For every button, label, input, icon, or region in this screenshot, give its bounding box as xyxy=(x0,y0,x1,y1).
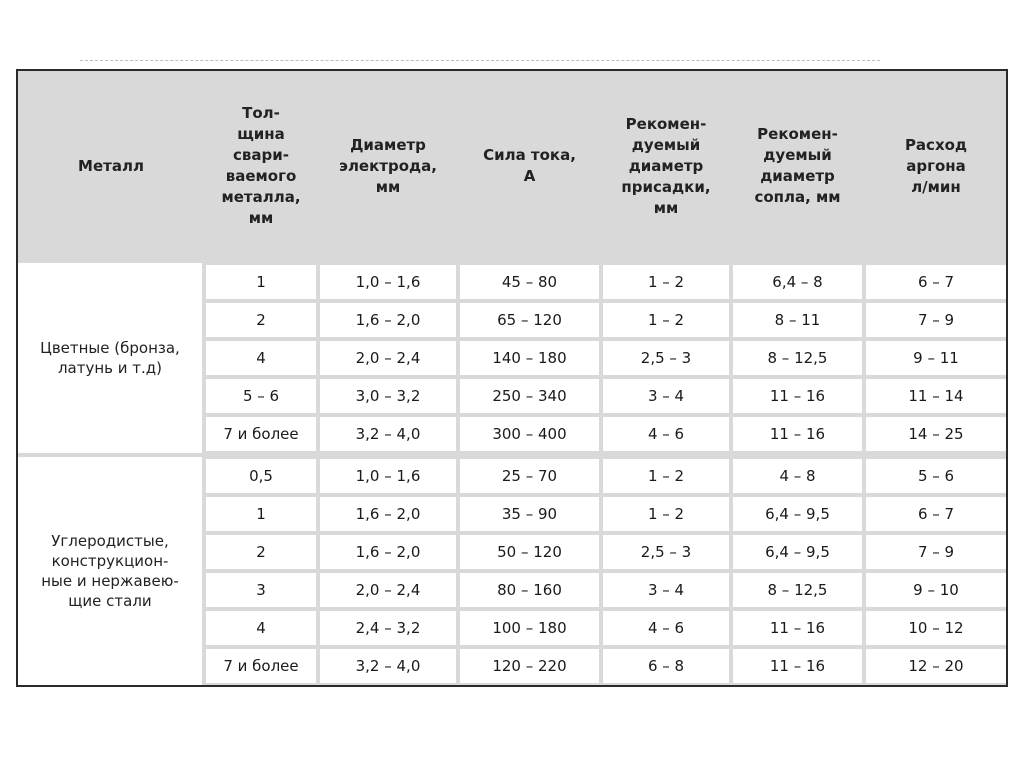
nozzle-diameter-cell: 11 – 16 xyxy=(733,415,862,453)
header-nozzle-diameter: Рекомен- дуемый диаметр сопла, мм xyxy=(733,71,862,261)
nozzle-diameter-cell: 6,4 – 8 xyxy=(733,263,862,301)
nozzle-diameter-cell: 8 – 11 xyxy=(733,301,862,339)
nozzle-diameter-cell: 6,4 – 9,5 xyxy=(733,533,862,571)
current-cell: 120 – 220 xyxy=(460,647,599,685)
argon-flow-cell: 5 – 6 xyxy=(866,457,1006,495)
table-row xyxy=(18,457,1006,495)
header-electrode-diameter: Диаметр электрода, мм xyxy=(320,71,456,261)
header-filler-diameter: Рекомен- дуемый диаметр присадки, мм xyxy=(603,71,729,261)
thickness-cell: 2 xyxy=(206,533,316,571)
electrode-diameter-cell: 2,0 – 2,4 xyxy=(320,571,456,609)
thickness-cell: 1 xyxy=(206,495,316,533)
metal-group-cell: Углеродистые, конструкцион- ные и нержавею- щие стали xyxy=(18,457,202,685)
filler-diameter-cell: 3 – 4 xyxy=(603,571,729,609)
nozzle-diameter-cell: 8 – 12,5 xyxy=(733,339,862,377)
current-cell: 45 – 80 xyxy=(460,263,599,301)
filler-diameter-cell: 4 – 6 xyxy=(603,609,729,647)
thickness-cell: 5 – 6 xyxy=(206,377,316,415)
header-row xyxy=(18,71,1006,261)
filler-diameter-cell: 6 – 8 xyxy=(603,647,729,685)
header-current: Сила тока, А xyxy=(460,71,599,261)
metal-group-cell: Цветные (бронза, латунь и т.д) xyxy=(18,263,202,453)
filler-diameter-cell: 1 – 2 xyxy=(603,495,729,533)
nozzle-diameter-cell: 11 – 16 xyxy=(733,647,862,685)
electrode-diameter-cell: 1,0 – 1,6 xyxy=(320,263,456,301)
current-cell: 25 – 70 xyxy=(460,457,599,495)
electrode-diameter-cell: 1,6 – 2,0 xyxy=(320,301,456,339)
filler-diameter-cell: 1 – 2 xyxy=(603,263,729,301)
filler-diameter-cell: 3 – 4 xyxy=(603,377,729,415)
thickness-cell: 2 xyxy=(206,301,316,339)
nozzle-diameter-cell: 8 – 12,5 xyxy=(733,571,862,609)
welding-parameters-table xyxy=(16,69,1008,687)
thickness-cell: 4 xyxy=(206,609,316,647)
nozzle-diameter-cell: 4 – 8 xyxy=(733,457,862,495)
header-thickness: Тол- щина свари- ваемого металла, мм xyxy=(206,71,316,261)
electrode-diameter-cell: 3,2 – 4,0 xyxy=(320,647,456,685)
electrode-diameter-cell: 3,2 – 4,0 xyxy=(320,415,456,453)
top-divider xyxy=(80,60,880,61)
current-cell: 300 – 400 xyxy=(460,415,599,453)
electrode-diameter-cell: 3,0 – 3,2 xyxy=(320,377,456,415)
current-cell: 65 – 120 xyxy=(460,301,599,339)
argon-flow-cell: 14 – 25 xyxy=(866,415,1006,453)
nozzle-diameter-cell: 11 – 16 xyxy=(733,377,862,415)
current-cell: 250 – 340 xyxy=(460,377,599,415)
table-row xyxy=(18,263,1006,301)
filler-diameter-cell: 1 – 2 xyxy=(603,301,729,339)
current-cell: 35 – 90 xyxy=(460,495,599,533)
nozzle-diameter-cell: 6,4 – 9,5 xyxy=(733,495,862,533)
filler-diameter-cell: 2,5 – 3 xyxy=(603,533,729,571)
thickness-cell: 7 и более xyxy=(206,647,316,685)
argon-flow-cell: 9 – 10 xyxy=(866,571,1006,609)
nozzle-diameter-cell: 11 – 16 xyxy=(733,609,862,647)
electrode-diameter-cell: 1,6 – 2,0 xyxy=(320,533,456,571)
electrode-diameter-cell: 2,0 – 2,4 xyxy=(320,339,456,377)
argon-flow-cell: 6 – 7 xyxy=(866,495,1006,533)
electrode-diameter-cell: 2,4 – 3,2 xyxy=(320,609,456,647)
argon-flow-cell: 7 – 9 xyxy=(866,533,1006,571)
thickness-cell: 7 и более xyxy=(206,415,316,453)
current-cell: 50 – 120 xyxy=(460,533,599,571)
electrode-diameter-cell: 1,6 – 2,0 xyxy=(320,495,456,533)
filler-diameter-cell: 2,5 – 3 xyxy=(603,339,729,377)
argon-flow-cell: 12 – 20 xyxy=(866,647,1006,685)
thickness-cell: 4 xyxy=(206,339,316,377)
table-body xyxy=(18,71,1006,685)
argon-flow-cell: 10 – 12 xyxy=(866,609,1006,647)
argon-flow-cell: 11 – 14 xyxy=(866,377,1006,415)
thickness-cell: 3 xyxy=(206,571,316,609)
filler-diameter-cell: 4 – 6 xyxy=(603,415,729,453)
header-argon-flow: Расход аргона л/мин xyxy=(866,71,1006,261)
filler-diameter-cell: 1 – 2 xyxy=(603,457,729,495)
current-cell: 80 – 160 xyxy=(460,571,599,609)
argon-flow-cell: 9 – 11 xyxy=(866,339,1006,377)
thickness-cell: 1 xyxy=(206,263,316,301)
header-metal: Металл xyxy=(18,71,202,261)
argon-flow-cell: 7 – 9 xyxy=(866,301,1006,339)
current-cell: 100 – 180 xyxy=(460,609,599,647)
electrode-diameter-cell: 1,0 – 1,6 xyxy=(320,457,456,495)
thickness-cell: 0,5 xyxy=(206,457,316,495)
argon-flow-cell: 6 – 7 xyxy=(866,263,1006,301)
current-cell: 140 – 180 xyxy=(460,339,599,377)
